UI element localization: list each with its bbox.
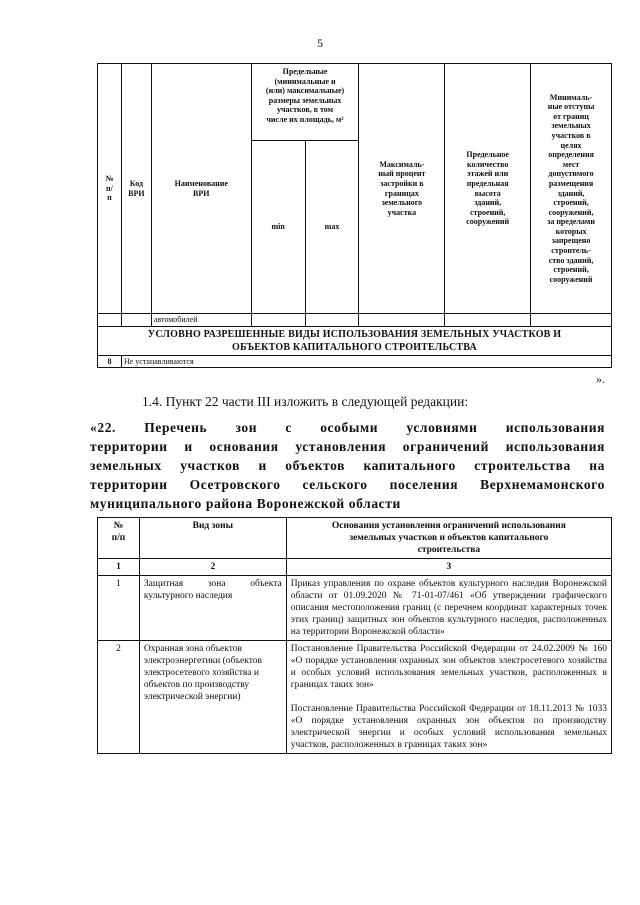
zone-basis: Приказ управления по охране объектов культурного наследия Воронежской области от 01.09.2020 № 71-01-07/461 «Об утверждении графического описания местоположения границ (с перечнем координат характерных точек этих границ) защитных зон объектов культурного наследия, расположенных на территории Воронежской области» [286,576,611,641]
col-header-floors: Предельное количество этажей или предельная высота зданий, строений, сооружений [445,64,531,314]
col-header-zone: Вид зоны [139,518,286,559]
zones-table [97,517,612,754]
row-number: 2 [98,641,140,754]
page-number: 5 [317,36,323,50]
col-header-plot-sizes: Предельные (минимальные и (или) максимальные) размеры земельных участков, в том числе их площадь, м² [251,64,359,141]
heading-line: территории Осетровского сельского поселения Верхнемамонского [90,477,605,492]
clause-text: 1.4. Пункт 22 части III изложить в следующей редакции: [142,394,469,409]
zone-name: Защитная зона объекта культурного наследия [139,576,286,641]
row-8-text: Не устанавливаются [121,355,611,368]
heading-line: «22. Перечень зон с особыми условиями использования [90,420,605,435]
col-header-number: № п/ п [98,64,122,314]
col-header-code: Код ВРИ [121,64,151,314]
section-title: УСЛОВНО РАЗРЕШЕННЫЕ ВИДЫ ИСПОЛЬЗОВАНИЯ ЗЕМЕЛЬНЫХ УЧАСТКОВ И ОБЪЕКТОВ КАПИТАЛЬНОГО СТРОИТЕЛЬСТВА [98,326,612,355]
heading-line: земельных участков и объектов капитального строительства на [90,458,605,473]
index-cell: 3 [286,559,611,576]
table-row [98,576,612,641]
zone-name: Охранная зона объектов электроэнергетики (объектов электросетевого хозяйства и объектов по производству электрической энергии) [139,641,286,754]
col-header-max: max [305,141,359,314]
col-header-name: Наименование ВРИ [151,64,251,314]
index-cell: 1 [98,559,140,576]
index-cell: 2 [139,559,286,576]
col-header-number: № п/п [98,518,140,559]
col-header-setbacks: Минималь- ные отступы от границ земельных участков в целях определения мест допустимого размещения зданий, строений, сооружений, за пределами которых запрещено строитель- ство зданий, строений, сооружений [531,64,612,314]
col-header-min: min [251,141,305,314]
land-use-table [97,63,612,368]
heading-line: территории и основания установления ограничений использования [90,439,605,454]
table-row [98,641,612,754]
col-header-basis: Основания установления ограничений использования земельных участков и объектов капитального строительства [286,518,611,559]
continuation-cell: автомобилей [151,314,251,327]
row-8-number: 8 [98,355,122,368]
row-number: 1 [98,576,140,641]
zones-heading [90,418,605,513]
zone-basis: Постановление Правительства Российской Федерации от 24.02.2009 № 160 «О порядке установления охранных зон объектов электросетевого хозяйства и особых условий использования земельных участков, расположенных в границах таких зон» Постановление Правительства Российской Федерации от 18.11.2013 № 1033 «О порядке установления охранных зон объектов по производству электрической энергии и особых условий использования земельных участков, расположенных в границах таких зон» [286,641,611,754]
heading-line: муниципального района Воронежской области [90,496,401,511]
col-header-max-percent: Максималь- ный процент застройки в границах земельного участка [359,64,445,314]
closing-quote: ». [596,372,605,386]
